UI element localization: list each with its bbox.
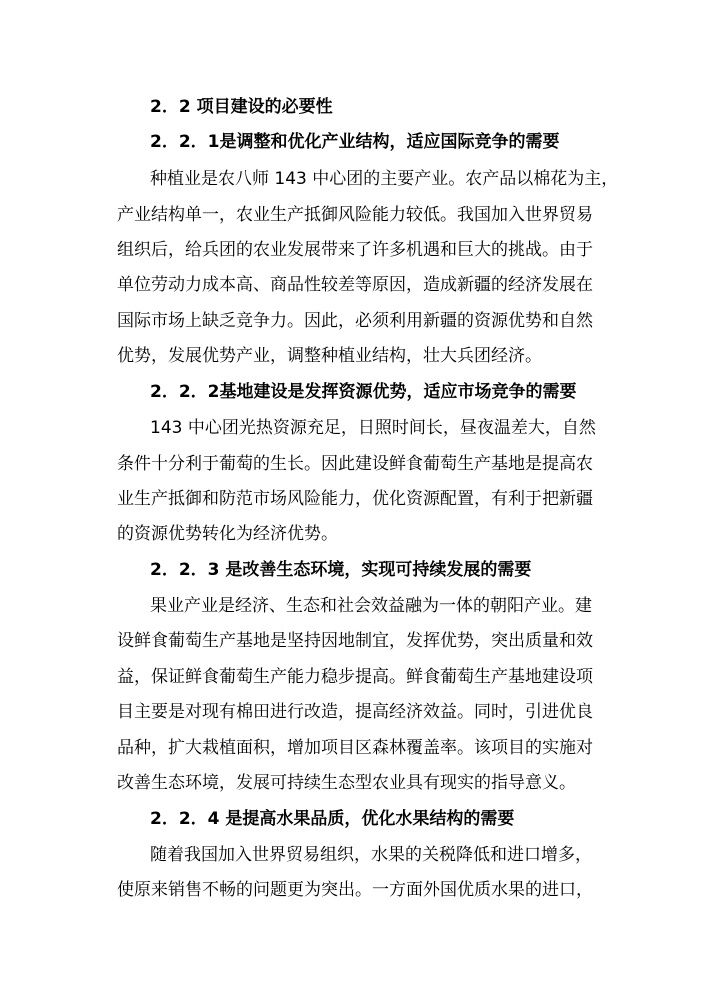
- paragraph-line: 益，保证鲜食葡萄生产能力稳步提高。鲜食葡萄生产基地建设项: [117, 667, 593, 687]
- subsection-heading-2-2-3: 2．2．3 是改善生态环境，实现可持续发展的需要: [150, 560, 532, 580]
- paragraph-line: 种植业是农八师 143 中心团的主要产业。农产品以棉花为主，: [150, 169, 619, 189]
- subsection-heading-2-2-4: 2．2．4 是提高水果品质，优化水果结构的需要: [150, 809, 515, 829]
- paragraph-line: 143 中心团光热资源充足，日照时间长，昼夜温差大，自然: [150, 418, 596, 438]
- paragraph-line: 条件十分利于葡萄的生长。因此建设鲜食葡萄生产基地是提高农: [117, 454, 593, 474]
- subsection-heading-2-2-2: 2．2．2基地建设是发挥资源优势，适应市场竞争的需要: [150, 382, 577, 402]
- paragraph-line: 的资源优势转化为经济优势。: [117, 524, 338, 544]
- section-heading-2-2: 2．2 项目建设的必要性: [150, 97, 333, 117]
- paragraph-line: 优势，发展优势产业，调整种植业结构，壮大兵团经济。: [117, 346, 542, 366]
- paragraph-line: 品种，扩大栽植面积，增加项目区森林覆盖率。该项目的实施对: [117, 738, 593, 758]
- subsection-heading-2-2-1: 2．2．1是调整和优化产业结构，适应国际竞争的需要: [150, 132, 560, 152]
- paragraph-line: 单位劳动力成本高、商品性较差等原因，造成新疆的经济发展在: [117, 275, 593, 295]
- paragraph-line: 果业产业是经济、生态和社会效益融为一体的朝阳产业。建: [150, 596, 592, 616]
- paragraph-line: 业生产抵御和防范市场风险能力，优化资源配置，有利于把新疆: [117, 489, 593, 509]
- paragraph-line: 使原来销售不畅的问题更为突出。一方面外国优质水果的进口，: [117, 880, 593, 900]
- paragraph-line: 组织后，给兵团的农业发展带来了许多机遇和巨大的挑战。由于: [117, 240, 593, 260]
- paragraph-line: 国际市场上缺乏竞争力。因此，必须利用新疆的资源优势和自然: [117, 311, 593, 331]
- paragraph-line: 产业结构单一，农业生产抵御风险能力较低。我国加入世界贸易: [117, 205, 593, 225]
- paragraph-line: 随着我国加入世界贸易组织，水果的关税降低和进口增多，: [150, 845, 592, 865]
- paragraph-line: 目主要是对现有棉田进行改造，提高经济效益。同时，引进优良: [117, 702, 593, 722]
- paragraph-line: 改善生态环境，发展可持续生态型农业具有现实的指导意义。: [117, 773, 576, 793]
- paragraph-line: 设鲜食葡萄生产基地是坚持因地制宜，发挥优势，突出质量和效: [117, 631, 593, 651]
